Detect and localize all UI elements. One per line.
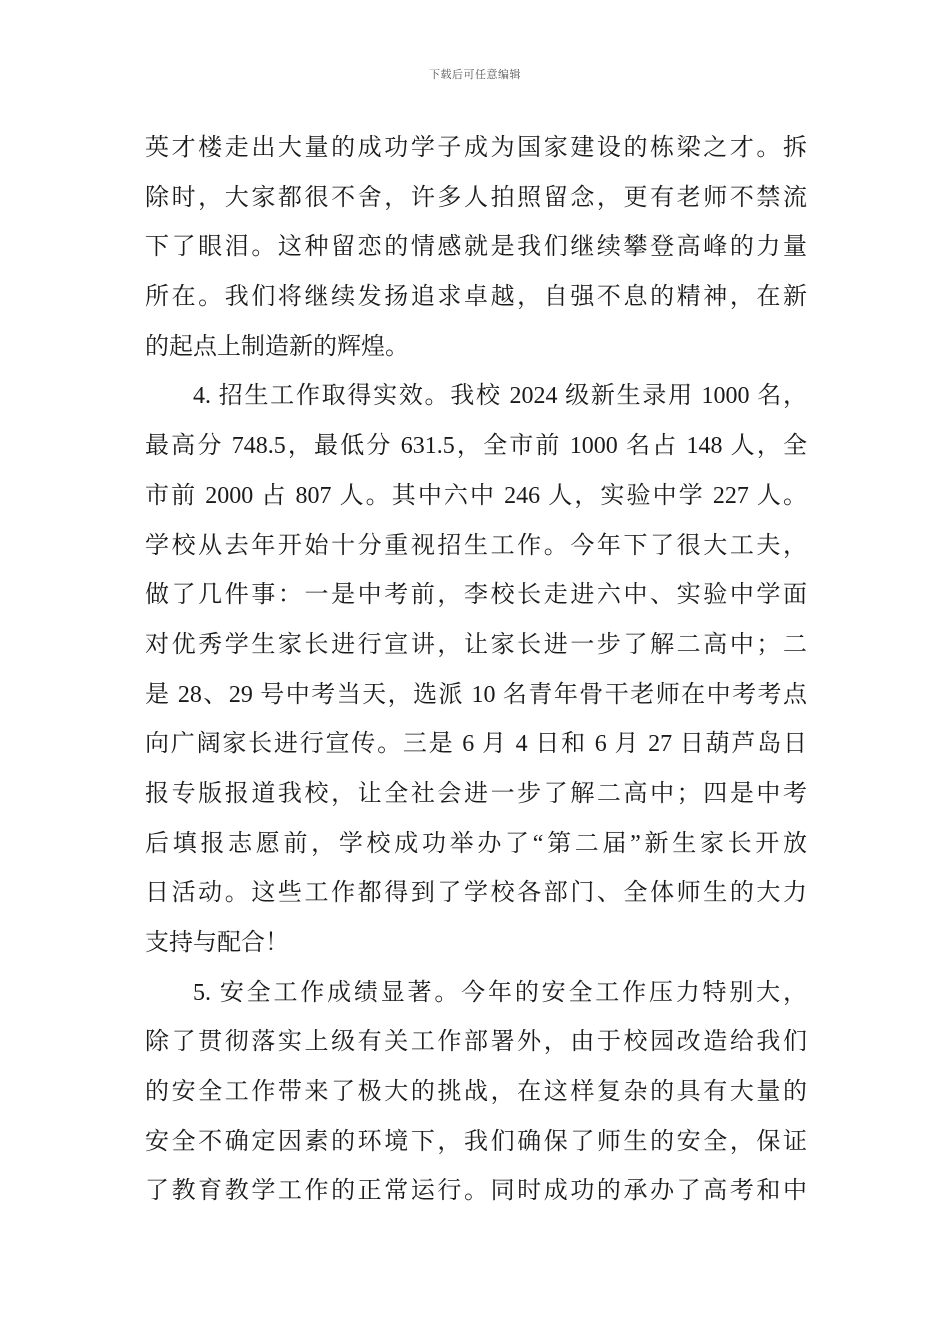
text-line: 日活动。这些工作都得到了学校各部门、全体师生的大力 [145,880,807,907]
text-line: 是 28、29 号中考当天，选派 10 名青年骨干老师在中考考点 [145,681,807,708]
text-line: 的安全工作带来了极大的挑战，在这样复杂的具有大量的 [145,1079,807,1106]
text-line: 后填报志愿前，学校成功举办了“第二届”新生家长开放 [145,830,807,857]
paragraph [145,124,807,372]
text-line: 报专版报道我校，让全社会进一步了解二高中；四是中考 [145,780,807,807]
text-line: 对优秀学生家长进行宣讲，让家长进一步了解二高中；二 [145,631,807,658]
text-line: 除了贯彻落实上级有关工作部署外，由于校园改造给我们 [145,1029,807,1056]
text-line: 了教育教学工作的正常运行。同时成功的承办了高考和中 [145,1178,807,1205]
paragraph [145,372,807,968]
text-line: 学校从去年开始十分重视招生工作。今年下了很大工夫， [145,532,807,559]
document-body [145,124,807,1217]
text-line: 做了几件事：一是中考前，李校长走进六中、实验中学面 [145,582,807,609]
paragraph [145,969,807,1217]
page-header: 下载后可任意编辑 [429,68,521,81]
text-line: 英才楼走出大量的成功学子成为国家建设的栋梁之才。拆 [145,135,807,161]
text-line: 支持与配合！ [145,930,289,956]
text-line: 最高分 748.5，最低分 631.5，全市前 1000 名占 148 人，全 [145,433,807,460]
text-line: 所在。我们将继续发扬追求卓越，自强不息的精神，在新 [145,284,807,311]
text-line: 下了眼泪。这种留恋的情感就是我们继续攀登高峰的力量 [145,234,807,261]
text-line: 市前 2000 占 807 人。其中六中 246 人，实验中学 227 人。 [145,482,807,509]
text-line: 的起点上制造新的辉煌。 [145,333,409,360]
text-line: 向广阔家长进行宣传。三是 6 月 4 日和 6 月 27 日葫芦岛日 [145,731,807,758]
text-line: 除时，大家都很不舍，许多人拍照留念，更有老师不禁流 [145,184,807,211]
text-line: 4. 招生工作取得实效。我校 2024 级新生录用 1000 名， [193,383,807,410]
text-line: 5. 安全工作成绩显著。今年的安全工作压力特别大， [193,979,807,1006]
text-line: 安全不确定因素的环境下，我们确保了师生的安全，保证 [145,1128,807,1155]
